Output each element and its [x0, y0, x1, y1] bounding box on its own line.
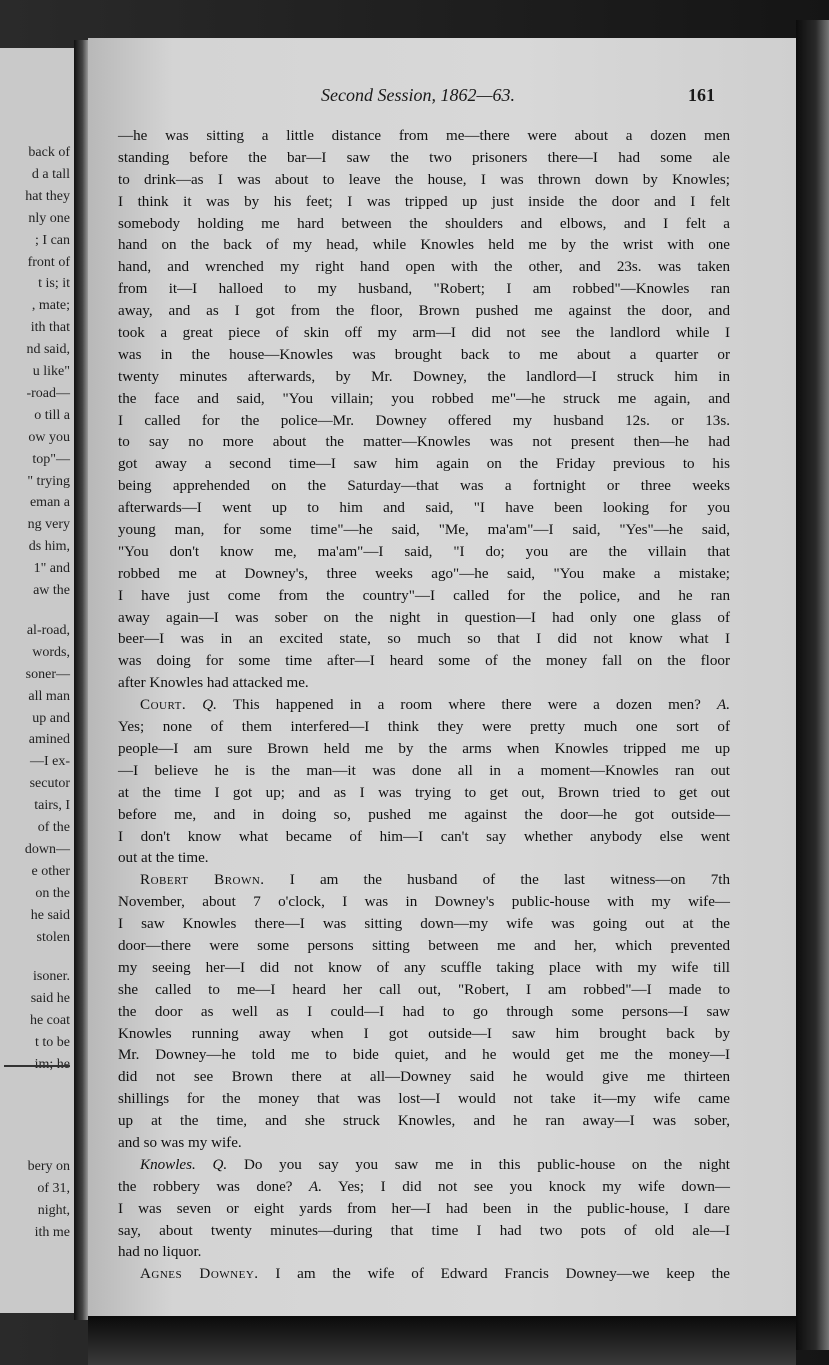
speaker-label: Court.: [140, 697, 187, 714]
text-line: at the time I got up; and as I was trying to get out, Brown tried to get out: [118, 784, 730, 801]
question-text: This happened in a room where there were a dozen men?: [232, 697, 701, 714]
speaker-label: Knowles.: [140, 1156, 196, 1173]
text-line: the face and said, "You villain; you robbed me"—he struck me again, and: [118, 390, 730, 407]
paragraph-witness-testimony: [118, 126, 730, 695]
text-line: after Knowles had attacked me.: [118, 675, 309, 692]
answer-lines: [118, 717, 730, 870]
facing-page-text: stolen: [36, 929, 70, 945]
answer-marker: A.: [309, 1178, 322, 1195]
text-line: say, about twenty minutes—during that time I had two pots of old ale—I: [118, 1222, 730, 1239]
text-line: being apprehended on the Saturday—that was a fortnight or three weeks: [118, 478, 730, 495]
text-line: I saw Knowles there—I was sitting down—my wife was going out at the: [118, 916, 730, 933]
text-line: did not see Brown there at all—Downey said he would give me thirteen: [118, 1069, 730, 1086]
facing-page-text: secutor: [29, 776, 70, 792]
facing-page-text: -road—: [26, 385, 70, 401]
text-line: —he was sitting a little distance from me—there were about a dozen men: [118, 128, 730, 144]
text-line: and so was my wife.: [118, 1134, 242, 1151]
text-line: I think it was by his feet; I was tripped up just inside the door and I felt: [118, 193, 730, 210]
text-line: was in the house—Knowles was brought back to me about a quarter or: [118, 346, 730, 363]
scan-bottom-edge: [88, 1316, 796, 1365]
text-line: took a great piece of skin off my arm—I did not see the landlord while I: [118, 325, 730, 342]
text-line: I don't know what became of him—I can't say whether anybody else went: [118, 828, 730, 845]
facing-page-text: ; I can: [35, 232, 70, 248]
text-line: got away a second time—I saw him again on the Friday previous to his: [118, 456, 730, 473]
text-line: beer—I was in an excited state, so much so that I did not know what I: [118, 631, 730, 648]
text-line: people—I am sure Brown held me by the arms when Knowles tripped me up: [118, 740, 730, 757]
text-line: hand on the back of my head, while Knowles held me by the wrist with one: [118, 237, 730, 254]
facing-page-text: he coat: [29, 1013, 70, 1029]
facing-page-text: isoner.: [33, 969, 70, 985]
text-line: had no liquor.: [118, 1244, 202, 1261]
facing-page-text: tairs, I: [34, 798, 70, 814]
facing-page-text: night,: [37, 1202, 70, 1218]
text-line: out at the time.: [118, 850, 209, 867]
answer-lines: [118, 1199, 730, 1265]
footnote-rule: [4, 1065, 70, 1067]
text-line: I have just come from the country"—I called for the police, and he ran: [118, 587, 730, 604]
facing-page-text: up and: [32, 710, 70, 726]
paragraph-robert-brown: [118, 870, 730, 1155]
paragraph-court-question: [118, 695, 730, 870]
text-line: twenty minutes afterwards, by Mr. Downey, the landlord—I struck him in: [118, 368, 730, 385]
facing-page-text: all man: [28, 688, 70, 704]
text-line: Mr. Downey—he told me to bide quiet, and he would get me the money—I: [118, 1047, 730, 1064]
text-line: from it—I halloed to my husband, "Robert; I am robbed"—Knowles ran: [118, 281, 730, 298]
testimony-first-line: I am the wife of Edward Francis Downey—we keep the: [275, 1266, 731, 1283]
facing-page-text: nly one: [28, 210, 70, 226]
book-gutter: [74, 40, 88, 1320]
testimony-lines: [118, 892, 730, 1155]
speaker-label: Agnes Downey.: [140, 1266, 259, 1283]
facing-page-text: on the: [35, 885, 70, 901]
facing-page-text: " trying: [27, 473, 70, 489]
facing-page-text: hat they: [25, 188, 70, 204]
facing-page-text: back of: [28, 145, 70, 160]
running-head: [88, 85, 788, 109]
facing-page-text: d a tall: [31, 166, 70, 182]
facing-page-fragment: [0, 48, 77, 1313]
body-text: [118, 126, 730, 1286]
text-line: shillings for the money that was lost—I would not take it—my wife came: [118, 1091, 730, 1108]
facing-page-text: ng very: [27, 517, 70, 533]
facing-page-text: soner—: [25, 666, 70, 682]
text-line: somebody holding me hard between the shoulders and elbows, and I felt a: [118, 215, 730, 232]
question-text-cont: the robbery was done?: [118, 1178, 293, 1195]
text-line: robbed me at Downey's, three weeks ago"—he said, "You make a mistake;: [118, 565, 730, 582]
question-marker: Q.: [202, 697, 217, 714]
text-line: I called for the police—Mr. Downey offered my husband 12s. or 13s.: [118, 412, 730, 429]
text-line: afterwards—I went up to him and said, "I have been looking for you: [118, 500, 730, 517]
text-line: Yes; none of them interfered—I think they were pretty much one sort of: [118, 719, 730, 736]
facing-page-text: ith that: [30, 320, 70, 336]
facing-page-text: amined: [28, 732, 70, 748]
scan-right-edge: [796, 20, 829, 1350]
question-marker: Q.: [212, 1156, 228, 1173]
facing-page-text: e other: [31, 863, 70, 879]
text-line: to say no more about the matter—Knowles was not present then—he had: [118, 434, 730, 451]
facing-page-text: ow you: [28, 429, 70, 445]
text-line: Knowles running away when I got outside—I saw him brought back by: [118, 1025, 730, 1042]
text-line: standing before the bar—I saw the two prisoners there—I had some ale: [118, 149, 730, 166]
facing-page-text: front of: [27, 254, 70, 270]
facing-page-text: nd said,: [26, 342, 70, 358]
facing-page-text: top"—: [32, 451, 70, 467]
text-line: the door as well as I could—I had to go through some persons—I saw: [118, 1003, 730, 1020]
facing-page-text: t to be: [35, 1035, 70, 1051]
facing-page-text: said he: [30, 991, 70, 1007]
paragraph-knowles-question: [118, 1155, 730, 1264]
facing-page-text: 1" and: [33, 561, 70, 577]
facing-page-text: aw the: [33, 583, 70, 598]
facing-page-text: words,: [32, 644, 70, 660]
text-line: to drink—as I was about to leave the house, I was thrown down by Knowles;: [118, 171, 730, 188]
text-line: my seeing her—I did not know of any scuffle taking place with my wife till: [118, 959, 730, 976]
text-line: hand, and wrenched my right hand open with the other, and 23s. was taken: [118, 259, 730, 276]
text-line: I was seven or eight yards from her—I had been in the public-house, I dare: [118, 1200, 730, 1217]
facing-page-text: ds him,: [28, 539, 70, 555]
text-line: November, about 7 o'clock, I was in Downey's public-house with my wife—: [118, 894, 730, 911]
facing-page-text: he said: [30, 907, 70, 923]
testimony-first-line: I am the husband of the last witness—on 7th: [289, 872, 730, 889]
facing-page-text: of the: [37, 820, 70, 835]
answer-text: Yes; I did not see you knock my wife down—: [337, 1178, 730, 1195]
text-line: before me, and in doing so, pushed me against the door—he got outside—: [118, 806, 730, 823]
facing-page-text: bery on: [27, 1158, 70, 1174]
facing-page-text: u like": [32, 364, 70, 379]
facing-page-text: eman a: [29, 495, 70, 511]
facing-page-text: down—: [24, 841, 70, 857]
facing-page-text: o till a: [34, 407, 70, 423]
question-text: Do you say you saw me in this public-house on the night: [243, 1156, 730, 1173]
facing-page-text: ith me: [34, 1224, 70, 1240]
facing-page-text: of 31,: [37, 1180, 70, 1196]
text-line: up at the time, and she struck Knowles, and he ran away—I was sober,: [118, 1113, 730, 1130]
facing-page-text: —I ex-: [29, 754, 70, 770]
text-line: was doing for some time after—I heard some of the money fall on the floor: [118, 653, 730, 670]
text-line: she called to me—I heard her call out, "Robert, I am robbed"—I made to: [118, 981, 730, 998]
text-line: door—there were some persons sitting between me and her, which prevented: [118, 937, 730, 954]
page-number: 161: [688, 85, 715, 105]
facing-page-text: t is; it: [38, 276, 70, 292]
paragraph-agnes-downey: [118, 1264, 730, 1286]
speaker-label: Robert Brown.: [140, 872, 265, 889]
answer-marker: A.: [717, 697, 730, 714]
text-line: away, and as I got from the floor, Brown pushed me against the door, and: [118, 303, 730, 320]
header-title: Second Session, 1862—63.: [321, 85, 515, 105]
facing-page-text: , mate;: [31, 298, 70, 314]
text-line: "You don't know me, ma'am"—I said, "I do; you are the villain that: [118, 543, 730, 560]
facing-page-text: al-road,: [26, 622, 70, 638]
text-line: away again—I was sober on the night in question—I had only one glass of: [118, 609, 730, 626]
text-line: —I believe he is the man—it was done all in a moment—Knowles ran out: [118, 762, 730, 779]
text-line: young man, for some time"—he said, "Me, ma'am"—I said, "Yes"—he said,: [118, 522, 730, 539]
book-page: [88, 38, 796, 1316]
